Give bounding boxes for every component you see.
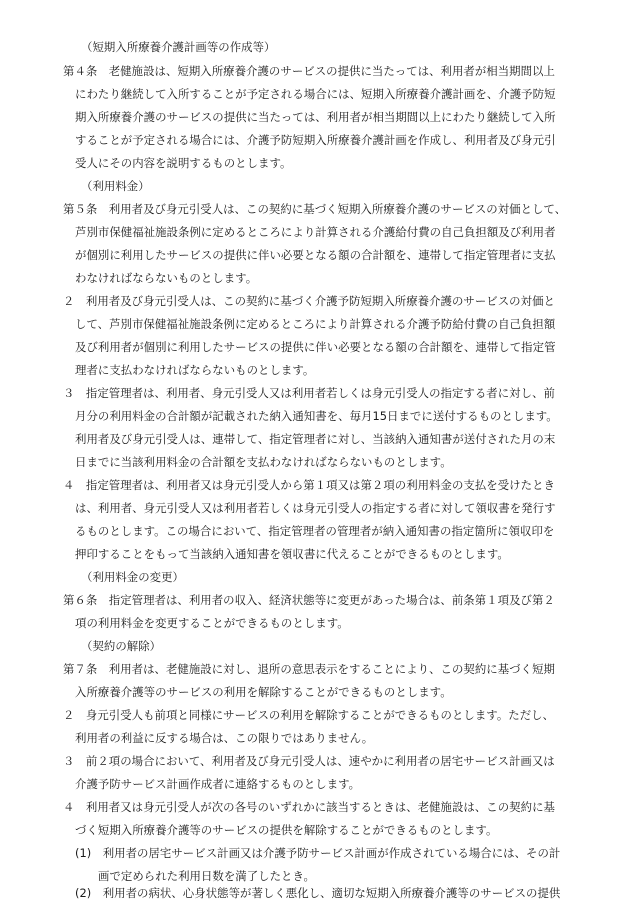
article-5-para-2-line-2: して、芦別市保健福祉施設条例に定めるところにより計算される介護予防給付費の自己負担額	[75, 317, 556, 331]
article-7-para-4-line-2: づく短期入所療養介護等のサービスの提供を解除することができるものとします。	[75, 823, 498, 837]
article-5-para-4-line-1: ４ 指定管理者は、利用者又は身元引受人から第１項又は第２項の利用料金の支払を受けたとき	[63, 478, 555, 492]
article-5-line-2: 芦別市保健福祉施設条例に定めるところにより計算される介護給付費の自己負担額及び利用者	[75, 225, 556, 239]
article-4-line-1: 第４条 老健施設は、短期入所療養介護のサービスの提供に当たっては、利用者が相当期間以上	[63, 64, 555, 78]
heading-contract-termination: （契約の解除）	[81, 639, 162, 653]
article-7-para-3-line-2: 介護予防サービス計画作成者に連絡するものとします。	[75, 777, 361, 791]
item-1-line-1: (1) 利用者の居宅サービス計画又は介護予防サービス計画が作成されている場合には、その計	[75, 846, 561, 860]
heading-usage-fee: （利用料金）	[81, 179, 150, 193]
article-7-line-2: 入所療養介護等のサービスの利用を解除することができるものとします。	[75, 685, 452, 699]
article-7-para-4-line-1: ４ 利用者又は身元引受人が次の各号のいずれかに該当するときは、老健施設は、この契約に基	[63, 800, 555, 814]
article-4-line-5: 受人にその内容を説明するものとします。	[75, 156, 292, 170]
article-5-line-3: が個別に利用したサービスの提供に伴い必要となる額の合計額を、連帯して指定管理者に支払	[75, 248, 556, 262]
article-7-para-2-line-2: 利用者の利益に反する場合は、この限りではありません。	[75, 731, 374, 745]
article-5-line-1: 第５条 利用者及び身元引受人は、この契約に基づく短期入所療養介護のサービスの対価として、	[63, 202, 567, 216]
article-4-line-4: することが予定される場合には、介護予防短期入所療養介護計画を作成し、利用者及び身元引	[75, 133, 556, 147]
item-1-line-2: 画で定められた利用日数を満了したとき。	[98, 869, 315, 883]
heading-care-plan: （短期入所療養介護計画等の作成等）	[81, 40, 276, 54]
article-7-para-2-line-1: ２ 身元引受人も前項と同様にサービスの利用を解除することができるものとします。ただし、	[63, 708, 555, 722]
article-5-para-3-line-3: 利用者及び身元引受人は、連帯して、指定管理者に対し、当該納入通知書が送付された月の末	[75, 432, 556, 446]
item-2-line-1: (2) 利用者の病状、心身状態等が著しく悪化し、適切な短期入所療養介護等のサービスの提供	[75, 886, 561, 900]
article-5-line-4: わなければならないものとします。	[75, 271, 258, 285]
article-6-line-2: 項の利用料金を変更することができるものとします。	[75, 616, 349, 630]
article-4-line-2: にわたり継続して入所することが予定される場合には、短期入所療養介護計画を、介護予防短	[75, 87, 556, 101]
article-5-para-3-line-2: 月分の利用料金の合計額が記載された納入通知書を、毎月15日までに送付するものとします。	[75, 409, 558, 423]
article-7-para-3-line-1: ３ 前２項の場合において、利用者及び身元引受人は、速やかに利用者の居宅サービス計画又は	[63, 754, 555, 768]
article-4-line-3: 期入所療養介護のサービスの提供に当たっては、利用者が相当期間以上にわたり継続して入所	[75, 110, 556, 124]
article-5-para-3-line-1: ３ 指定管理者は、利用者、身元引受人又は利用者若しくは身元引受人の指定する者に対し、前	[63, 386, 555, 400]
article-5-para-4-line-2: は、利用者、身元引受人又は利用者若しくは身元引受人の指定する者に対して領収書を発行す	[75, 501, 556, 515]
article-5-para-2-line-4: 理者に支払わなければならないものとします。	[75, 363, 315, 377]
article-5-para-4-line-4: 押印することをもって当該納入通知書を領収書に代えることができるものとします。	[75, 547, 509, 561]
heading-fee-change: （利用料金の変更）	[81, 570, 184, 584]
article-5-para-2-line-1: ２ 利用者及び身元引受人は、この契約に基づく介護予防短期入所療養介護のサービスの対価と	[63, 294, 555, 308]
article-7-line-1: 第７条 利用者は、老健施設に対し、退所の意思表示をすることにより、この契約に基づく短期	[63, 662, 555, 676]
article-5-para-4-line-3: るものとします。この場合において、指定管理者の管理者が納入通知書の指定箇所に領収印を	[75, 524, 555, 538]
article-5-para-2-line-3: 及び利用者が個別に利用したサービスの提供に伴い必要となる額の合計額を、連帯して指定管	[75, 340, 556, 354]
article-6-line-1: 第６条 指定管理者は、利用者の収入、経済状態等に変更があった場合は、前条第１項及び第２	[63, 593, 555, 607]
article-5-para-3-line-4: 日までに当該利用料金の合計額を支払わなければならないものとします。	[75, 455, 452, 469]
